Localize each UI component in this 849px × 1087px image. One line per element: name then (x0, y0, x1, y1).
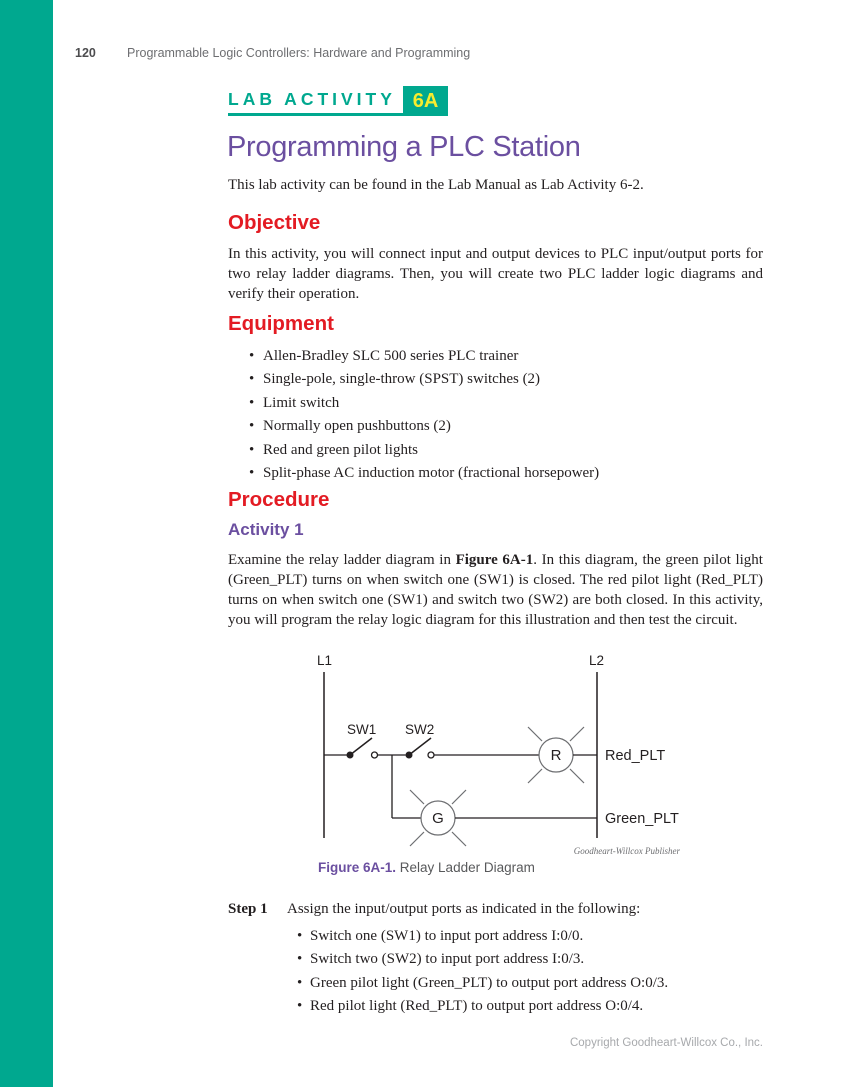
list-item (228, 995, 763, 1018)
step-1-items (228, 925, 763, 1019)
list-item-text: Green pilot light (Green_PLT) to output port address O:0/3. (310, 974, 669, 991)
figure-caption-label: Figure 6A-1. (318, 860, 397, 875)
procedure-heading: Procedure (228, 488, 330, 511)
page-number: 120 (75, 46, 96, 60)
figure-caption (318, 860, 535, 875)
bullet-icon (249, 462, 263, 485)
figure-credit: Goodheart-Willcox Publisher (573, 846, 680, 856)
list-item (228, 972, 763, 995)
list-item (228, 948, 763, 971)
list-item (228, 925, 763, 948)
list-item (228, 462, 763, 485)
list-item-text: Red and green pilot lights (263, 441, 418, 458)
list-item (228, 345, 763, 368)
list-item-text: Switch one (SW1) to input port address I:0/0. (310, 928, 584, 944)
pilot-light-ray (528, 727, 542, 741)
list-item (228, 415, 763, 438)
switch-sw2-label: SW2 (405, 722, 435, 737)
switch-sw2-blade (409, 738, 431, 755)
objective-body: In this activity, you will connect input and output devices to PLC input/output ports for two relay ladder diagrams. Then, you will create two PLC ladder logic diagrams and verify their operation. (228, 246, 763, 302)
running-title: Programmable Logic Controllers: Hardware and Programming (127, 46, 471, 60)
pilot-light-ray (410, 790, 424, 804)
equipment-heading: Equipment (228, 312, 334, 335)
figure-caption-text: Relay Ladder Diagram (399, 860, 535, 875)
relay-ladder-diagram (300, 648, 700, 848)
bullet-icon (249, 345, 263, 368)
objective-heading: Objective (228, 211, 321, 234)
figure-reference: Figure 6A-1 (455, 552, 534, 568)
page-title: Programming a PLC Station (227, 131, 581, 163)
rail-l2-label: L2 (589, 653, 605, 668)
bullet-icon (297, 995, 310, 1018)
activity-1-body-pre: Examine the relay ladder diagram in (228, 552, 456, 568)
running-header (75, 46, 470, 60)
pilot-light-ray (570, 727, 584, 741)
bullet-icon (297, 972, 310, 995)
activity-1-body-post: . In this diagram, the green pilot light (Green_PLT) turns on when switch one (SW1) is closed. The red pilot light (Red_PLT) turns on when switch one (SW1) and switch two (SW2) are both closed. In this activity, you will program the relay logic diagram for this illustration and then test the circuit. (228, 552, 763, 628)
list-item (228, 392, 763, 415)
lab-activity-number-badge: 6A (403, 86, 448, 116)
red-plt-label: Red_PLT (605, 748, 666, 764)
switch-sw2-terminal (428, 752, 434, 758)
activity-1-heading: Activity 1 (228, 520, 304, 539)
list-item-text: Allen-Bradley SLC 500 series PLC trainer (263, 348, 519, 364)
lab-activity-label-wrap (228, 86, 403, 116)
pilot-light-ray (452, 832, 466, 846)
intro-text: This lab activity can be found in the Lab Manual as Lab Activity 6-2. (228, 177, 644, 193)
list-item (228, 368, 763, 391)
list-item-text: Switch two (SW2) to input port address I:0/3. (310, 951, 585, 968)
rail-l1-label: L1 (317, 653, 333, 668)
activity-1-body (228, 550, 763, 630)
step-1-block (228, 900, 763, 1019)
pilot-light-ray (528, 769, 542, 783)
red-pilot-light-letter: R (550, 747, 562, 764)
bullet-icon (249, 368, 263, 391)
list-item (228, 439, 763, 462)
left-accent-bar (0, 0, 53, 1087)
list-item-text: Normally open pushbuttons (2) (263, 418, 451, 435)
list-item-text: Split-phase AC induction motor (fractional horsepower) (263, 465, 600, 482)
copyright-notice: Copyright Goodheart-Willcox Co., Inc. (569, 1037, 763, 1049)
lab-activity-banner (228, 86, 448, 116)
pilot-light-ray (410, 832, 424, 846)
switch-sw1-label: SW1 (347, 722, 377, 737)
green-plt-label: Green_PLT (605, 811, 679, 827)
bullet-icon (297, 948, 310, 971)
list-item-text: Single-pole, single-throw (SPST) switches (2) (263, 371, 541, 388)
bullet-icon (249, 392, 263, 415)
switch-sw1-blade (350, 738, 372, 755)
bullet-icon (297, 925, 310, 948)
switch-sw1-terminal (372, 752, 378, 758)
list-item-text: Limit switch (263, 394, 340, 411)
step-1-row (228, 900, 763, 919)
pilot-light-ray (452, 790, 466, 804)
equipment-list (228, 345, 763, 485)
green-pilot-light-letter: G (432, 810, 444, 827)
bullet-icon (249, 415, 263, 438)
step-1-text: Assign the input/output ports as indicated in the following: (287, 901, 641, 917)
step-1-label: Step 1 (228, 901, 268, 917)
lab-activity-label: LAB ACTIVITY (228, 89, 396, 109)
list-item-text: Red pilot light (Red_PLT) to output port address O:0/4. (310, 998, 644, 1015)
bullet-icon (249, 439, 263, 462)
pilot-light-ray (570, 769, 584, 783)
relay-ladder-diagram-figure (300, 648, 700, 848)
